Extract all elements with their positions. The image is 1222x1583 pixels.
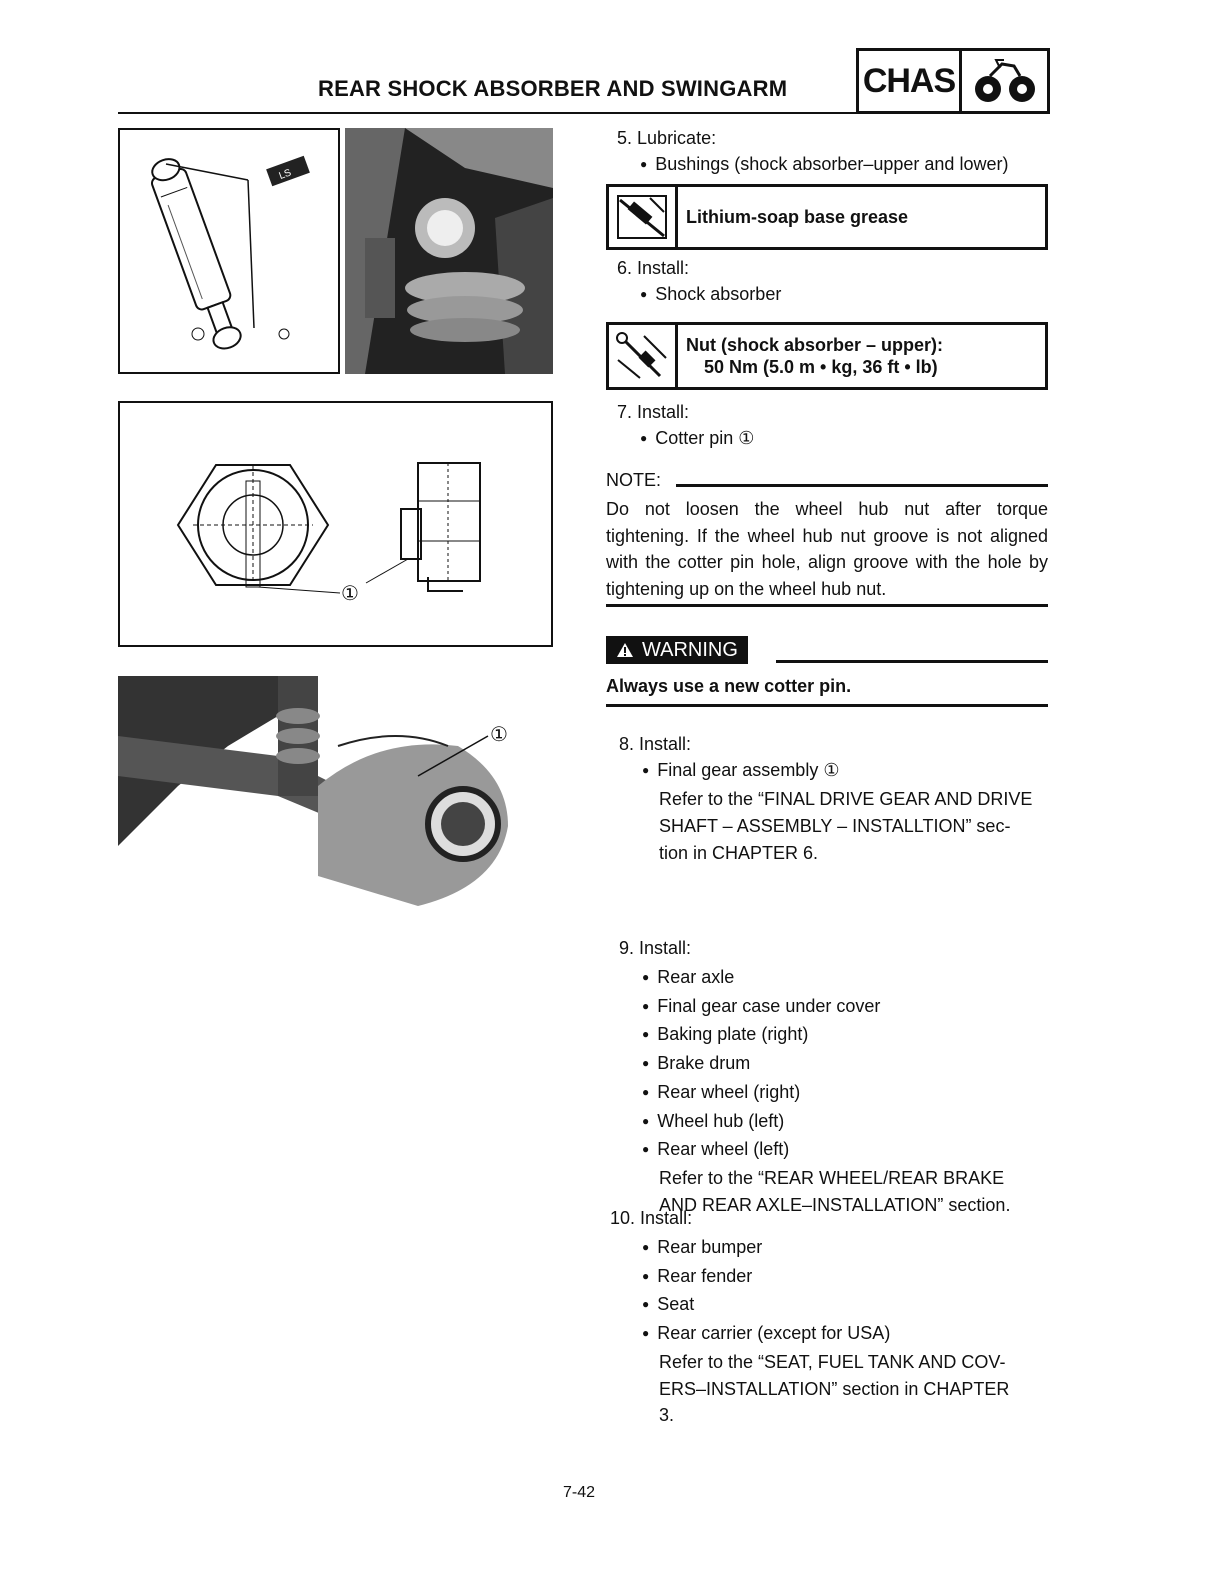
grease-gun-icon [609,187,678,247]
callout-number: ① [490,724,508,746]
warning-text: Always use a new cotter pin. [606,676,852,696]
note-label: NOTE: [606,470,662,490]
list-item: ● Rear wheel (right) [642,1079,1010,1108]
list-item: ● Rear bumper [642,1234,1009,1263]
warning-label: WARNING [642,639,738,661]
atv-icon [962,51,1047,111]
list-item: ● Rear wheel (left) [642,1136,1010,1165]
warning-rule-top [776,660,1048,663]
step-8: 8. Install: [619,734,692,754]
warning-rule-bottom [606,704,1048,707]
grease-spec-box [606,184,1048,250]
callout-number: ① [341,583,359,605]
header-rule [118,112,856,114]
step-8-reference: Refer to the “FINAL DRIVE GEAR AND DRIVE SHAFT – ASSEMBLY – INSTALLTION” sec- tion in CHAPTER 6. [659,789,1033,863]
svg-text:LS: LS [277,167,293,182]
torque-spec-box [606,322,1048,390]
note-text: Do not loosen the wheel hub nut after torque tightening. If the wheel hub nut groove is not aligned with the cotter pin hole, align groove with the hole by tightening up on the wheel hub nut. [606,499,1048,599]
step-10: 10. Install: [610,1208,693,1228]
list-item: ● Bushings (shock absorber–upper and lower) [640,154,1008,175]
list-item: ● Baking plate (right) [642,1021,1010,1050]
step-10-list [642,1234,1009,1429]
note-rule-top [676,484,1048,487]
page-title: REAR SHOCK ABSORBER AND SWINGARM [318,76,788,101]
list-item: ● Brake drum [642,1050,1010,1079]
list-item: ● Wheel hub (left) [642,1108,1010,1137]
cotter-pin-diagram [118,401,553,647]
torque-spec-text [678,325,951,387]
torque-spec-line2: 50 Nm (5.0 m • kg, 36 ft • lb) [704,357,938,377]
section-badge-label: CHAS [859,51,962,111]
list-item: ● Rear axle [642,964,1010,993]
step-5: 5. Lubricate: [617,128,717,148]
section-badge [856,48,1050,114]
step-9-reference: Refer to the “REAR WHEEL/REAR BRAKE AND REAR AXLE–INSTALLATION” section. [659,1167,1011,1215]
note-rule-bottom [606,604,1048,607]
step-6: 6. Install: [617,258,690,278]
grease-spec-text: Lithium-soap base grease [686,207,909,227]
step-7: 7. Install: [617,402,690,422]
list-item: ● Rear fender [642,1263,1009,1292]
list-item: ● Rear carrier (except for USA) [642,1320,1009,1349]
list-item: ● Shock absorber [640,284,781,305]
list-item: ● Final gear case under cover [642,993,1010,1022]
warning-badge [606,636,748,664]
step-10-reference: Refer to the “SEAT, FUEL TANK AND COV- ERS–INSTALLATION” section in CHAPTER 3. [659,1351,1010,1426]
step-9-list [642,964,1010,1218]
list-item: ● Seat [642,1291,1009,1320]
page-number: 7-42 [563,1484,596,1501]
shock-mount-photo [345,128,553,374]
torque-wrench-icon [609,325,678,387]
warning-triangle-icon [616,642,634,658]
final-gear-photo [118,676,558,912]
list-item: ● Final gear assembly ① [642,760,839,781]
step-9: 9. Install: [619,938,692,958]
torque-spec-line1: Nut (shock absorber – upper): [686,335,944,355]
list-item: ● Cotter pin ① [640,428,754,449]
shock-absorber-diagram [118,128,340,374]
